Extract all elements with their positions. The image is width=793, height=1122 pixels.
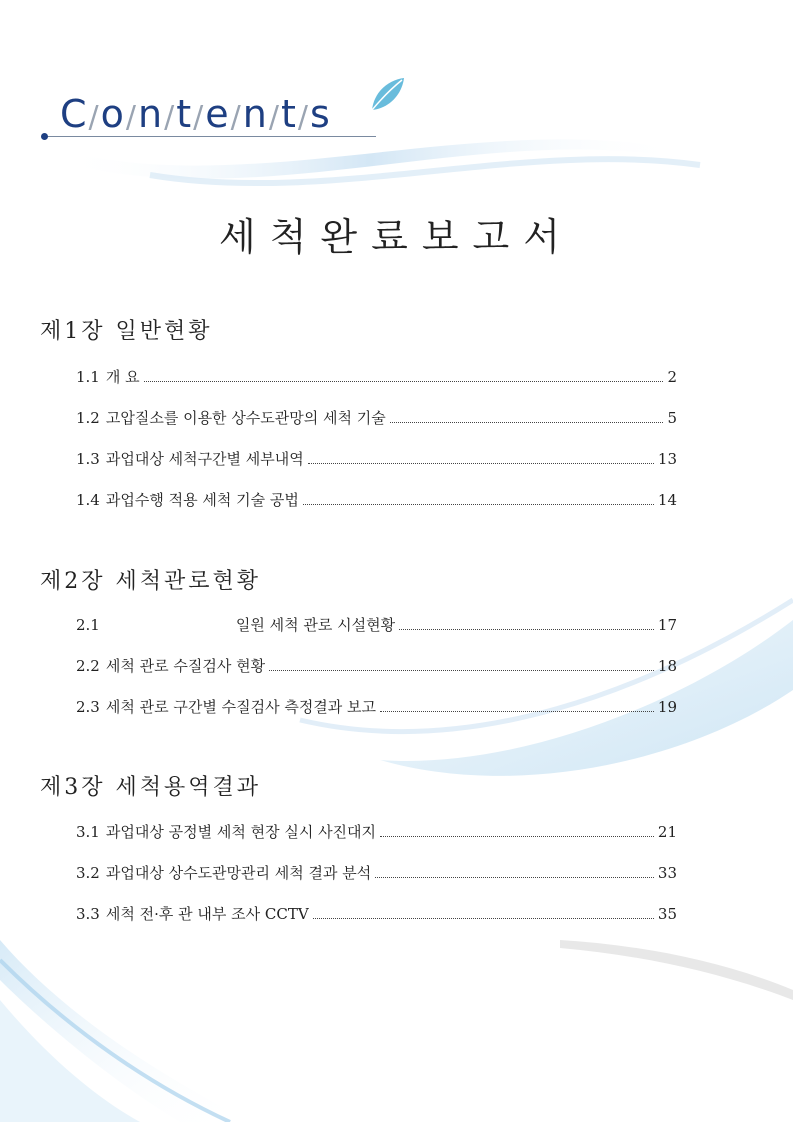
leader-dots	[380, 826, 654, 837]
leader-dots	[380, 701, 654, 712]
report-title: 세척완료보고서	[219, 215, 574, 259]
logo-separator: /	[297, 100, 309, 135]
logo-underline	[44, 136, 376, 137]
toc-entry[interactable]	[76, 655, 677, 677]
entry-page: 21	[657, 823, 677, 841]
entry-page: 14	[657, 491, 677, 509]
toc-entry[interactable]	[76, 407, 677, 429]
logo-letter: s	[309, 92, 331, 136]
chapter-1-heading: 제1장 일반현황	[40, 319, 213, 344]
logo-dot	[41, 133, 48, 140]
leader-dots	[375, 867, 654, 878]
leader-dots	[399, 619, 654, 630]
leader-dots	[308, 453, 654, 464]
entry-text: 세척 관로 구간별 수질검사 측정결과 보고	[105, 698, 377, 716]
entry-number: 3.3	[76, 905, 100, 923]
entry-page: 19	[657, 698, 677, 716]
entry-text: 과업대상 공정별 세척 현장 실시 사진대지	[105, 823, 377, 841]
logo-separator: /	[125, 100, 138, 135]
entry-number: 1.4	[76, 491, 100, 509]
logo-letter: t	[280, 92, 297, 136]
leader-dots	[313, 908, 654, 919]
entry-text: 개 요	[105, 368, 140, 386]
entry-number: 3.1	[76, 823, 100, 841]
entry-number: 2.1	[76, 616, 100, 634]
logo-letter: e	[205, 92, 230, 136]
entry-text: 일원 세척 관로 시설현황	[235, 616, 396, 634]
entry-number: 3.2	[76, 864, 100, 882]
logo-separator: /	[193, 100, 205, 135]
entry-number: 1.2	[76, 409, 100, 427]
entry-page: 17	[657, 616, 677, 634]
logo-letter: n	[242, 92, 268, 136]
logo-separator: /	[268, 100, 280, 135]
toc-entry[interactable]	[76, 489, 677, 511]
toc-entry[interactable]	[76, 448, 677, 470]
chapter-2-heading: 제2장 세척관로현황	[40, 569, 262, 594]
entry-page: 5	[667, 409, 677, 427]
entry-page: 2	[667, 368, 677, 386]
leaf-icon	[368, 74, 408, 114]
entry-text: 과업수행 적용 세척 기술 공법	[105, 491, 299, 509]
entry-page: 18	[657, 657, 677, 675]
logo-separator: /	[230, 100, 242, 135]
entry-text: 세척 관로 수질검사 현황	[105, 657, 266, 675]
entry-number: 2.2	[76, 657, 100, 675]
logo-letter: o	[100, 92, 125, 136]
leader-dots	[269, 660, 654, 671]
toc-entry[interactable]	[76, 696, 677, 718]
chapter-3-heading: 제3장 세척용역결과	[40, 775, 262, 800]
leader-dots	[303, 494, 654, 505]
entry-number: 1.1	[76, 368, 100, 386]
leader-dots	[144, 371, 663, 382]
toc-entry[interactable]	[76, 903, 677, 925]
toc-entry[interactable]	[76, 614, 677, 636]
logo-letter: n	[138, 92, 164, 136]
logo-letter: C	[60, 92, 88, 136]
entry-text: 과업대상 세척구간별 세부내역	[105, 450, 304, 468]
entry-page: 13	[657, 450, 677, 468]
entry-number: 1.3	[76, 450, 100, 468]
leader-dots	[390, 412, 663, 423]
toc-entry[interactable]	[76, 862, 677, 884]
logo-separator: /	[88, 100, 100, 135]
entry-text: 고압질소를 이용한 상수도관망의 세척 기술	[105, 409, 386, 427]
entry-page: 33	[657, 864, 677, 882]
contents-logo	[60, 92, 331, 136]
entry-page: 35	[657, 905, 677, 923]
entry-text: 세척 전·후 관 내부 조사 CCTV	[105, 905, 309, 923]
toc-entry[interactable]	[76, 366, 677, 388]
logo-letter: t	[176, 92, 193, 136]
toc-entry[interactable]	[76, 821, 677, 843]
entry-number: 2.3	[76, 698, 100, 716]
logo-separator: /	[164, 100, 176, 135]
entry-text: 과업대상 상수도관망관리 세척 결과 분석	[105, 864, 372, 882]
